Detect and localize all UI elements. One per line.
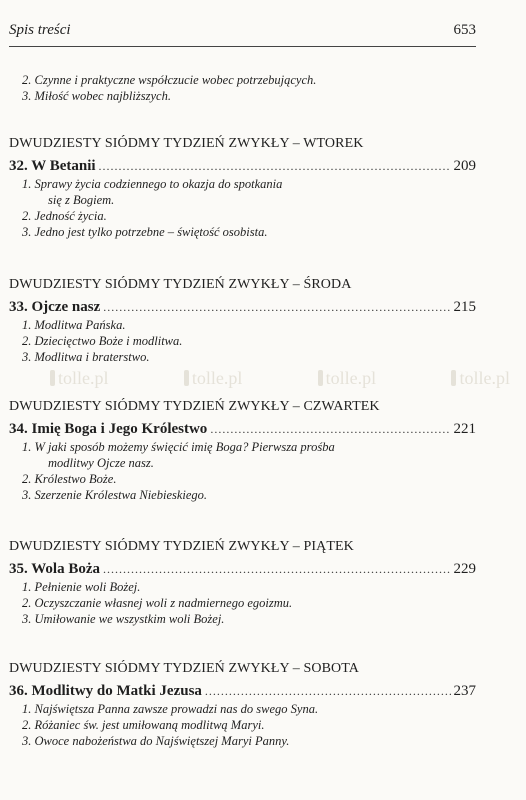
chapter-title: 36. Modlitwy do Matki Jezusa xyxy=(9,683,202,699)
list-item: 3. Jedno jest tylko potrzebne – świętość osobista. xyxy=(22,225,268,239)
watermark-mark: tolle.pl xyxy=(318,368,377,389)
watermark xyxy=(50,368,510,389)
toc-chapter-entry[interactable] xyxy=(9,681,476,701)
toc-section xyxy=(9,276,476,365)
list-item: 3. Modlitwa i braterstwo. xyxy=(22,350,150,364)
lighthouse-icon xyxy=(318,370,323,386)
list-item: 3. Miłość wobec najbliższych. xyxy=(22,89,171,103)
chapter-title: 33. Ojcze nasz xyxy=(9,299,101,315)
running-title: Spis treści xyxy=(9,22,71,38)
lighthouse-icon xyxy=(184,370,189,386)
lighthouse-icon xyxy=(50,370,55,386)
chapter-page: 237 xyxy=(453,683,476,699)
toc-section xyxy=(9,660,476,749)
dot-leader xyxy=(103,559,451,579)
watermark-mark: tolle.pl xyxy=(184,368,243,389)
section-heading: DWUDZIESTY SIÓDMY TYDZIEŃ ZWYKŁY – ŚRODA xyxy=(9,277,352,292)
list-item: 1. Sprawy życia codziennego to okazja do spotkania się z Bogiem. xyxy=(22,177,283,207)
dot-leader xyxy=(205,681,451,701)
toc-chapter-entry[interactable] xyxy=(9,419,476,439)
chapter-page: 215 xyxy=(453,299,476,315)
dot-leader xyxy=(99,156,451,176)
list-item: 1. Modlitwa Pańska. xyxy=(22,318,126,332)
list-item: 1. Pełnienie woli Bożej. xyxy=(22,580,141,594)
list-item: 2. Dziecięctwo Boże i modlitwa. xyxy=(22,334,183,348)
header-rule xyxy=(9,46,476,47)
watermark-mark: tolle.pl xyxy=(451,368,510,389)
list-item: 1. W jaki sposób możemy święcić imię Boga? Pierwsza prośba modlitwy Ojcze nasz. xyxy=(22,440,335,470)
list-item: 2. Oczyszczanie własnej woli z nadmiernego egoizmu. xyxy=(22,596,293,610)
chapter-page: 221 xyxy=(453,421,476,437)
section-heading: DWUDZIESTY SIÓDMY TYDZIEŃ ZWYKŁY – SOBOTA xyxy=(9,661,359,676)
list-item: 1. Najświętsza Panna zawsze prowadzi nas do swego Syna. xyxy=(22,702,319,716)
chapter-title: 32. W Betanii xyxy=(9,158,96,174)
toc-chapter-entry[interactable] xyxy=(9,559,476,579)
section-heading: DWUDZIESTY SIÓDMY TYDZIEŃ ZWYKŁY – WTOREK xyxy=(9,136,364,151)
list-item: 2. Jedność życia. xyxy=(22,209,107,223)
chapter-page: 229 xyxy=(453,561,476,577)
section-heading: DWUDZIESTY SIÓDMY TYDZIEŃ ZWYKŁY – PIĄTEK xyxy=(9,539,354,554)
chapter-title: 35. Wola Boża xyxy=(9,561,100,577)
toc-section xyxy=(9,398,476,503)
list-item: 2. Królestwo Boże. xyxy=(22,472,117,486)
watermark-mark: tolle.pl xyxy=(50,368,109,389)
list-item: 3. Owoce nabożeństwa do Najświętszej Maryi Panny. xyxy=(22,734,290,748)
list-item: 2. Różaniec św. jest umiłowaną modlitwą Maryi. xyxy=(22,718,265,732)
section-heading: DWUDZIESTY SIÓDMY TYDZIEŃ ZWYKŁY – CZWARTEK xyxy=(9,399,380,414)
list-item: 3. Umiłowanie we wszystkim woli Bożej. xyxy=(22,612,225,626)
dot-leader xyxy=(103,297,450,317)
toc-section xyxy=(9,538,476,627)
page-number: 653 xyxy=(453,22,476,38)
running-header xyxy=(9,22,476,39)
toc-section xyxy=(9,135,476,240)
chapter-title: 34. Imię Boga i Jego Królestwo xyxy=(9,421,208,437)
lighthouse-icon xyxy=(451,370,456,386)
chapter-page: 209 xyxy=(453,158,476,174)
continued-items xyxy=(9,72,476,104)
list-item: 2. Czynne i praktyczne współczucie wobec potrzebujących. xyxy=(22,73,317,87)
dot-leader xyxy=(210,419,450,439)
toc-chapter-entry[interactable] xyxy=(9,156,476,176)
list-item: 3. Szerzenie Królestwa Niebieskiego. xyxy=(22,488,208,502)
toc-chapter-entry[interactable] xyxy=(9,297,476,317)
